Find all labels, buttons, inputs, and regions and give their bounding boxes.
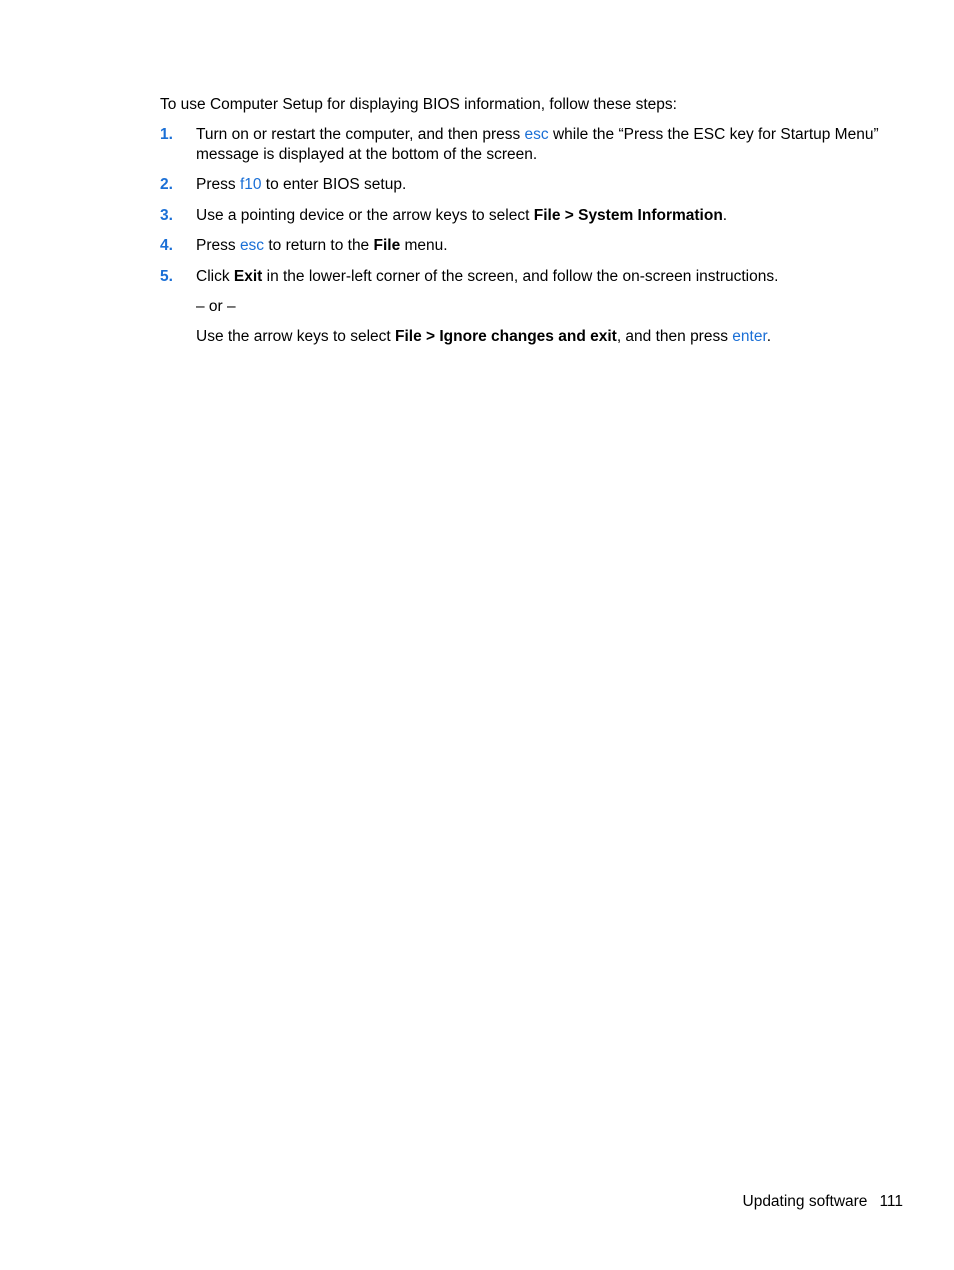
step-text: Press esc to return to the File menu. [196, 237, 448, 254]
page-footer [743, 1192, 904, 1212]
step-number: 5. [160, 268, 173, 285]
menu-path: File > Ignore changes and exit [395, 328, 617, 345]
step-number: 3. [160, 207, 173, 224]
exit-label: Exit [233, 268, 263, 285]
intro-text: To use Computer Setup for displaying BIOS information, follow these steps: [160, 96, 677, 113]
key-f10: f10 [239, 176, 262, 193]
alternative-instruction: Use the arrow keys to select File > Ignore changes and exit, and then press enter. [196, 328, 772, 345]
or-separator: – or – [196, 298, 236, 315]
step-number: 2. [160, 176, 173, 193]
step-number: 4. [160, 237, 173, 254]
menu-name: File [373, 237, 401, 254]
key-esc: esc [239, 237, 265, 254]
key-enter: enter [732, 328, 767, 345]
page-number: 111 [879, 1193, 903, 1210]
step-text: Press f10 to enter BIOS setup. [196, 176, 407, 193]
step-number: 1. [160, 126, 173, 143]
footer-section-title: Updating software [742, 1193, 868, 1210]
step-text: Use a pointing device or the arrow keys to select File > System Information. [196, 207, 728, 224]
step-text: Turn on or restart the computer, and then press esc while the “Press the ESC key for Startup Menu” message is displayed at the bottom of the screen. [196, 126, 879, 163]
step-text: Click Exit in the lower-left corner of the screen, and follow the on-screen instructions. [196, 268, 779, 285]
key-esc: esc [524, 126, 549, 143]
menu-path: File > System Information [533, 207, 723, 224]
